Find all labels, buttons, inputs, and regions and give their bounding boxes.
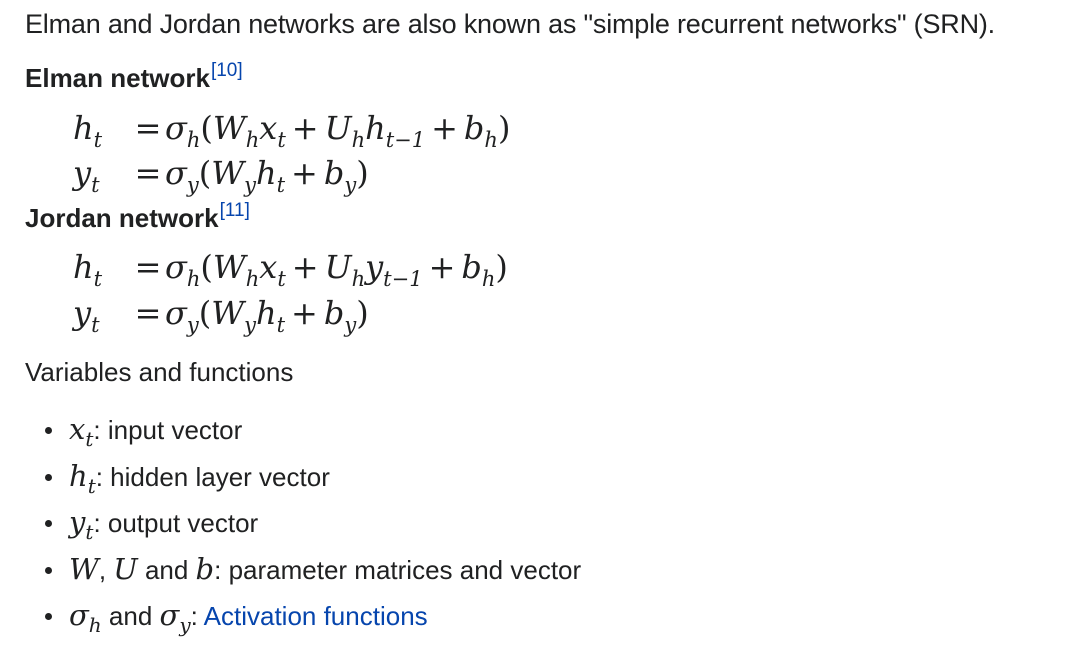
eq-sign: =	[134, 294, 162, 332]
eq-sign: =	[134, 248, 162, 286]
y-sub: t−1	[383, 267, 423, 291]
eq-rhs	[165, 154, 369, 197]
sym: h	[69, 458, 88, 493]
w: W	[211, 154, 245, 192]
activation-functions-link[interactable]: Activation functions	[203, 601, 428, 631]
plus: +	[291, 154, 318, 192]
symbol-x	[69, 412, 94, 451]
open-paren: (	[198, 294, 212, 332]
h: h	[255, 294, 277, 332]
colon: :	[190, 601, 204, 631]
sigma-sub: y	[186, 313, 199, 337]
w: W	[211, 294, 245, 332]
symbol-h	[69, 458, 96, 498]
h-sub: t	[276, 313, 286, 337]
sym-sub: t	[87, 473, 96, 498]
b-sub: h	[481, 267, 496, 291]
b: b	[323, 154, 345, 192]
symbol-sigma-y	[159, 598, 191, 637]
sym: σ	[69, 598, 89, 632]
x: x	[259, 109, 278, 147]
item-text: : input vector	[93, 415, 243, 445]
eq-lhs: h	[73, 109, 94, 147]
bullet-icon	[45, 613, 52, 620]
h-sub: t−1	[385, 128, 426, 152]
jordan-heading-text: Jordan network	[25, 203, 219, 233]
variables-list	[25, 413, 581, 646]
sym-sub: t	[85, 427, 94, 451]
b-sub: y	[344, 313, 357, 337]
elman-citation-link[interactable]: [10]	[210, 60, 243, 81]
x-sub: t	[277, 267, 286, 291]
jordan-heading	[25, 202, 250, 238]
elman-heading-text: Elman network	[25, 63, 210, 93]
sigma: σ	[165, 109, 187, 147]
u: U	[324, 109, 352, 147]
open-paren: (	[200, 109, 213, 147]
eq-sign: =	[134, 154, 162, 192]
close-paren: )	[497, 109, 511, 147]
b: b	[323, 294, 345, 332]
list-item-parameters	[25, 553, 581, 600]
eq-lhs-sub: t	[93, 267, 103, 291]
list-item-input-vector	[25, 413, 581, 460]
b: b	[461, 248, 482, 286]
w-sub: y	[244, 173, 256, 197]
w-sub: y	[244, 313, 256, 337]
list-item-output-vector	[25, 506, 581, 553]
plus: +	[431, 109, 458, 147]
sym: σ	[159, 598, 180, 632]
sym: y	[69, 505, 86, 539]
b: b	[463, 109, 485, 147]
jordan-equation-hidden	[73, 245, 508, 289]
eq-sign: =	[134, 109, 162, 147]
sigma: σ	[165, 154, 187, 192]
bullet-icon	[45, 520, 52, 527]
elman-citation[interactable]	[211, 60, 243, 81]
bullet-icon	[45, 567, 52, 574]
eq-lhs: y	[73, 294, 92, 332]
sigma-sub: y	[186, 173, 199, 197]
symbol-sigma-h	[69, 598, 102, 637]
and-text: and	[137, 554, 196, 585]
close-paren: )	[495, 248, 508, 286]
sigma: σ	[165, 248, 187, 286]
w: W	[212, 248, 246, 286]
bullet-icon	[45, 474, 52, 481]
symbol-u: U	[113, 551, 138, 586]
sigma-sub: h	[186, 267, 201, 291]
u-sub: h	[351, 267, 366, 291]
x: x	[259, 248, 278, 286]
open-paren: (	[200, 248, 213, 286]
eq-lhs-sub: t	[93, 128, 103, 152]
elman-equation-output	[73, 151, 369, 195]
eq-lhs: y	[73, 154, 92, 192]
eq-rhs	[165, 294, 369, 337]
item-text: : hidden layer vector	[95, 461, 330, 492]
intro-paragraph: Elman and Jordan networks are also known as "simple recurrent networks" (SRN).	[25, 9, 995, 39]
w-sub: h	[245, 267, 260, 291]
eq-rhs	[165, 248, 508, 291]
item-text: : parameter matrices and vector	[214, 554, 582, 585]
sym-sub: t	[85, 520, 94, 544]
plus: +	[428, 248, 456, 286]
list-item-activation	[25, 599, 581, 646]
plus: +	[291, 109, 319, 147]
u-sub: h	[351, 128, 366, 152]
comma: ,	[98, 554, 114, 585]
h-sub: t	[276, 173, 286, 197]
elman-heading	[25, 62, 243, 98]
sigma-sub: h	[186, 128, 201, 152]
sym: x	[69, 412, 86, 446]
w-sub: h	[245, 128, 260, 152]
h: h	[255, 154, 277, 192]
item-text: : output vector	[93, 508, 259, 538]
bullet-icon	[45, 427, 52, 434]
open-paren: (	[198, 154, 212, 192]
close-paren: )	[356, 154, 369, 192]
b-sub: y	[344, 173, 357, 197]
and-text: and	[101, 601, 160, 631]
sym-sub: h	[88, 613, 102, 637]
jordan-citation[interactable]	[220, 200, 250, 221]
x-sub: t	[277, 128, 286, 152]
plus: +	[291, 248, 319, 286]
eq-lhs-sub: t	[91, 173, 100, 197]
symbol-b: b	[195, 551, 215, 586]
jordan-citation-link[interactable]: [11]	[219, 200, 250, 221]
close-paren: )	[356, 294, 369, 332]
h: h	[365, 109, 386, 147]
plus: +	[291, 294, 318, 332]
jordan-equation-output	[73, 291, 369, 335]
eq-lhs: h	[73, 248, 94, 286]
variables-label: Variables and functions	[25, 357, 294, 387]
u: U	[324, 248, 352, 286]
eq-rhs	[165, 109, 511, 152]
symbol-w: W	[69, 551, 99, 586]
w: W	[212, 109, 246, 147]
elman-equation-hidden	[73, 106, 510, 150]
eq-lhs-sub: t	[91, 313, 100, 337]
symbol-y	[69, 505, 94, 544]
b-sub: h	[484, 128, 498, 152]
sigma: σ	[165, 294, 187, 332]
list-item-hidden-vector	[25, 460, 581, 507]
y: y	[365, 248, 384, 286]
sym-sub: y	[179, 613, 191, 637]
